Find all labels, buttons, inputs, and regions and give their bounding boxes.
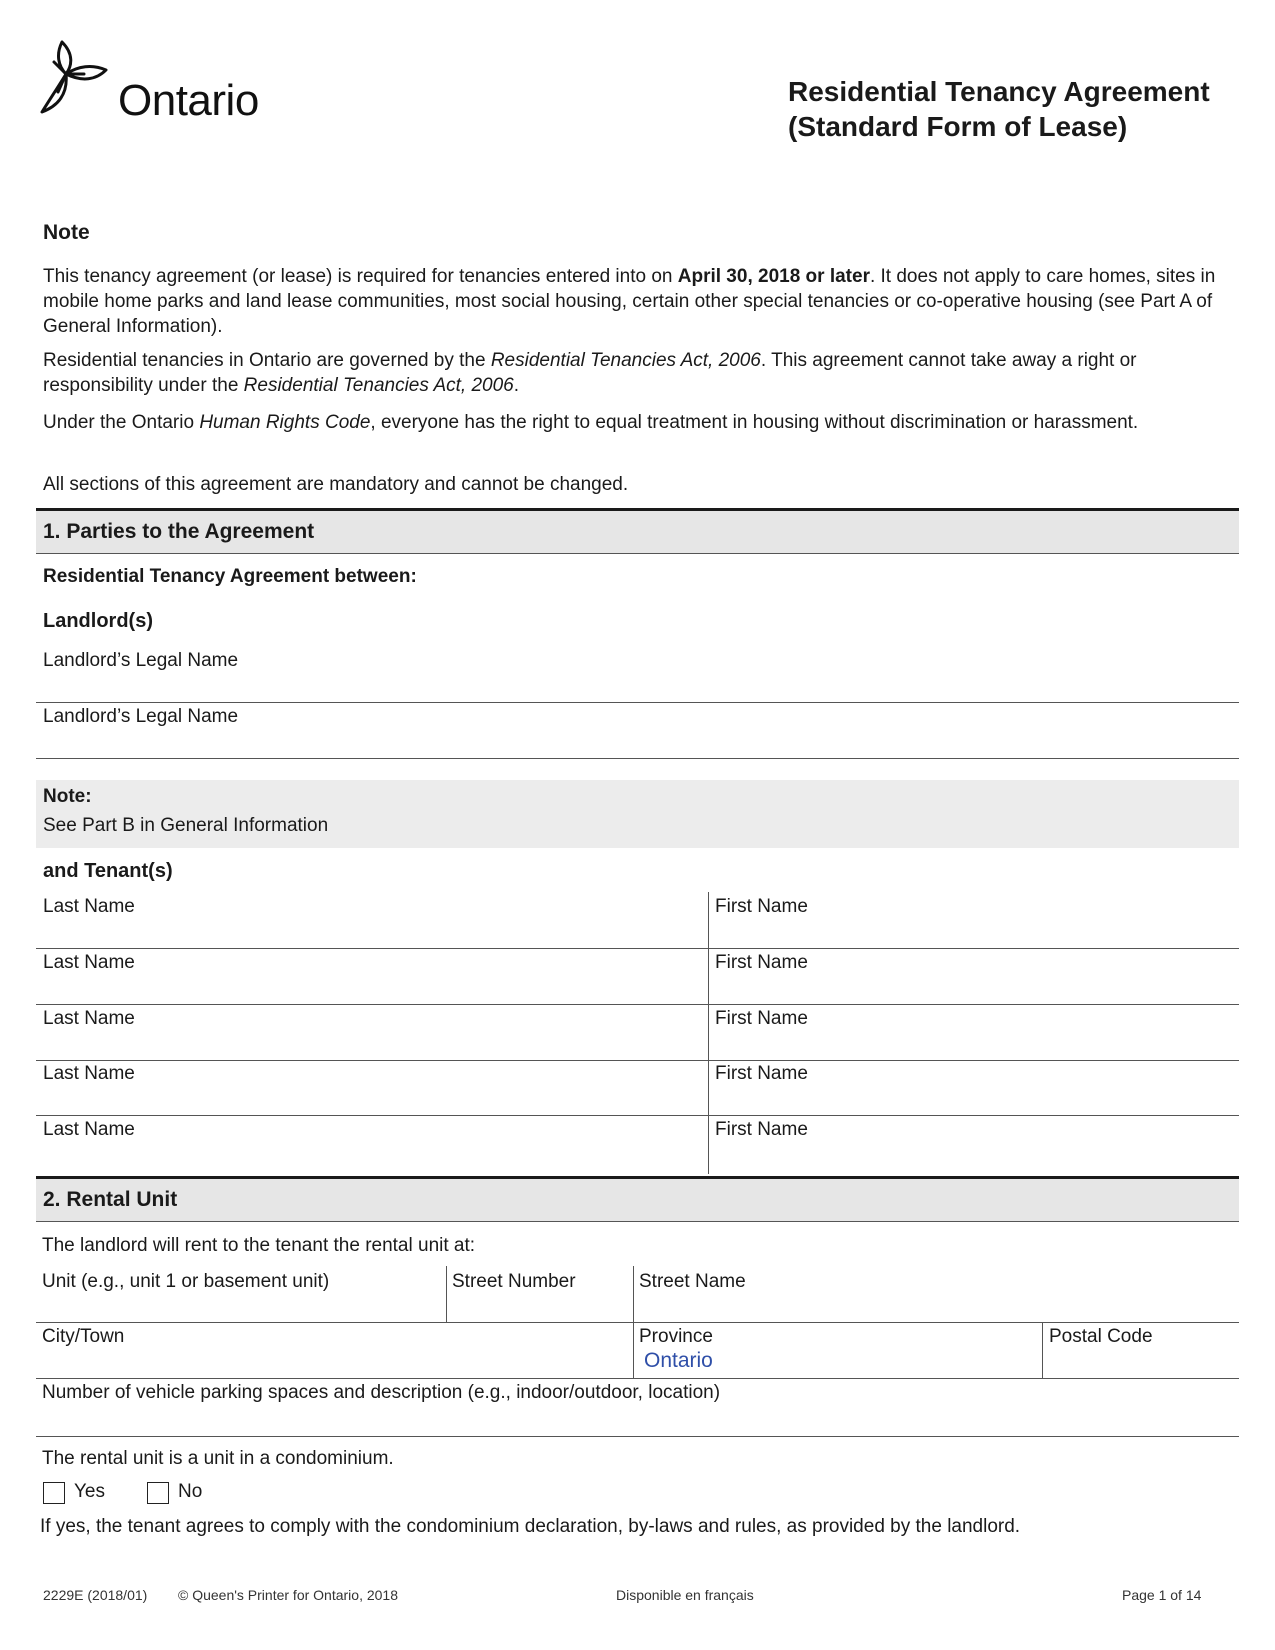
ontario-logo: [40, 40, 280, 125]
document-title: [788, 74, 1248, 144]
province-value[interactable]: Ontario: [644, 1349, 713, 1372]
tenants-heading: and Tenant(s): [43, 860, 173, 882]
condo-no-label: No: [178, 1481, 203, 1502]
agreement-between-label: Residential Tenancy Agreement between:: [43, 566, 417, 587]
postal-code-label: Postal Code: [1049, 1326, 1153, 1347]
tenant-last-name-label: Last Name: [43, 952, 135, 973]
condo-yes-label: Yes: [74, 1481, 105, 1502]
tenant-grid-divider: [708, 892, 709, 1174]
tenant-row-underline: [36, 1060, 1239, 1061]
parking-label: Number of vehicle parking spaces and description (e.g., indoor/outdoor, location): [42, 1382, 721, 1403]
trillium-icon: [40, 40, 120, 120]
tenant-row-underline: [36, 948, 1239, 949]
rental-unit-intro: The landlord will rent to the tenant the rental unit at:: [42, 1235, 476, 1256]
form-code: 2229E (2018/01): [43, 1587, 148, 1603]
section-1-title: 1. Parties to the Agreement: [43, 520, 315, 543]
street-number-label: Street Number: [452, 1271, 576, 1292]
document-title-line-1: Residential Tenancy Agreement: [788, 76, 1210, 107]
note-paragraph-2: Residential tenancies in Ontario are governed by the Residential Tenancies Act, 2006. This agreement cannot take away a right or responsibility under the Residential Tenancies Act, 2006.: [43, 350, 1137, 396]
page-number: Page 1 of 14: [1122, 1587, 1202, 1603]
condo-compliance-note: If yes, the tenant agrees to comply with the condominium declaration, by-laws and rules, as provided by the landlord.: [40, 1516, 1021, 1537]
landlord-name-field-1[interactable]: [36, 702, 1239, 703]
tenant-first-name-label: First Name: [715, 1008, 808, 1029]
tenant-last-name-label: Last Name: [43, 896, 135, 917]
address-row-2-underline[interactable]: [36, 1378, 1239, 1379]
tenant-last-name-label: Last Name: [43, 1063, 135, 1084]
note-paragraph-4: All sections of this agreement are mandatory and cannot be changed.: [43, 474, 629, 495]
tenant-last-name-label: Last Name: [43, 1008, 135, 1029]
tenant-last-name-label: Last Name: [43, 1119, 135, 1140]
unit-field-divider: [446, 1266, 447, 1322]
condo-no-checkbox[interactable]: [147, 1482, 169, 1504]
section-2-header: [36, 1176, 1239, 1222]
address-row-1-underline[interactable]: [36, 1322, 1239, 1323]
tenant-first-name-label: First Name: [715, 1063, 808, 1084]
province-label: Province: [639, 1326, 713, 1347]
condo-yes-checkbox[interactable]: [43, 1482, 65, 1504]
parking-field-underline[interactable]: [36, 1436, 1239, 1437]
logo-wordmark: Ontario: [118, 76, 259, 125]
street-name-label: Street Name: [639, 1271, 746, 1292]
landlords-heading: Landlord(s): [43, 610, 153, 632]
tenant-first-name-label: First Name: [715, 896, 808, 917]
french-availability: Disponible en français: [616, 1587, 754, 1603]
tenant-row-underline: [36, 1004, 1239, 1005]
tenant-first-name-label: First Name: [715, 1119, 808, 1140]
note-heading: Note: [43, 221, 90, 244]
landlord-name-label-2: Landlord’s Legal Name: [43, 706, 239, 727]
section-1-header: [36, 508, 1239, 554]
landlord-name-label-1: Landlord’s Legal Name: [43, 650, 239, 671]
section-2-title: 2. Rental Unit: [43, 1188, 178, 1211]
unit-label: Unit (e.g., unit 1 or basement unit): [42, 1271, 330, 1292]
note-paragraph-1: This tenancy agreement (or lease) is required for tenancies entered into on April 30, 2018 or later. It does not apply to care homes, sites in mobile home parks and land lease communities, most social housing, certain other special tenancies or co-operative housing (see Part A of General Information).: [43, 266, 1216, 337]
landlord-note-text: See Part B in General Information: [43, 815, 329, 836]
tenant-row-underline: [36, 1115, 1239, 1116]
city-label: City/Town: [42, 1326, 125, 1347]
document-title-line-2: (Standard Form of Lease): [788, 111, 1128, 142]
tenant-first-name-label: First Name: [715, 952, 808, 973]
landlord-name-field-2[interactable]: [36, 758, 1239, 759]
condo-question: The rental unit is a unit in a condominium.: [42, 1448, 394, 1469]
landlord-note-title: Note:: [43, 786, 92, 807]
note-paragraph-3: Under the Ontario Human Rights Code, everyone has the right to equal treatment in housing without discrimination or harassment.: [43, 412, 1139, 433]
copyright-text: © Queen's Printer for Ontario, 2018: [178, 1587, 398, 1603]
postal-code-divider: [1042, 1322, 1043, 1378]
landlord-note-box: [36, 780, 1239, 848]
